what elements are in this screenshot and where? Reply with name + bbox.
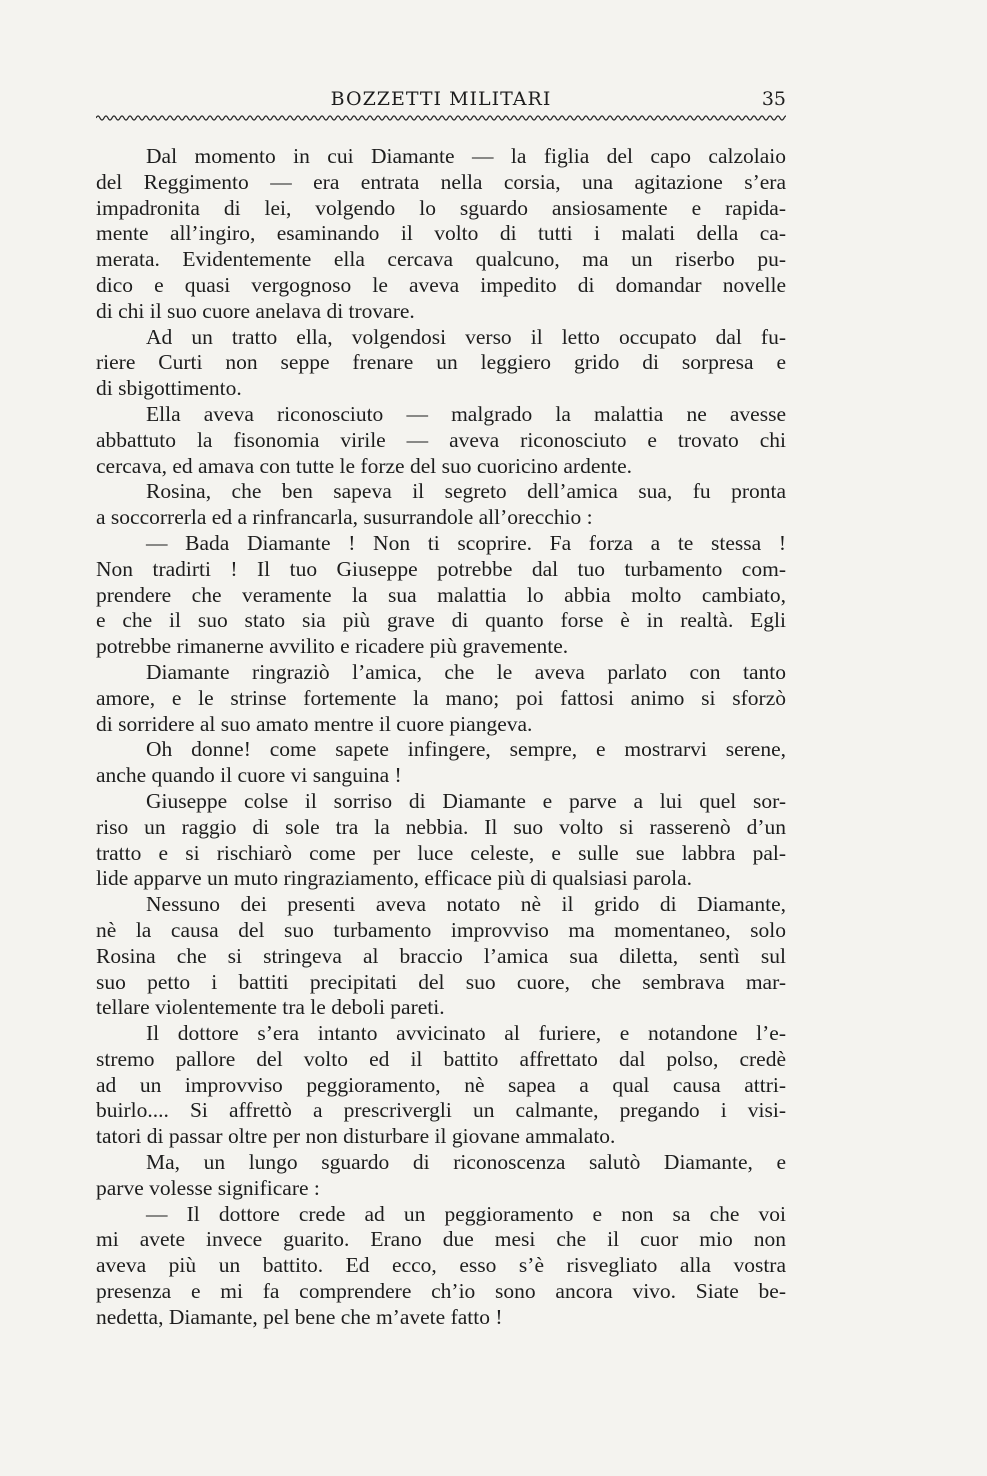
text-line: tatori di passar oltre per non disturbare il giovane ammalato.	[96, 1124, 616, 1149]
text-line: dico e quasi vergognoso le aveva impedito di domandar novelle	[96, 272, 786, 297]
text-line: Rosina, che ben sapeva il segreto dell’amica sua, fu pronta	[146, 479, 786, 504]
text-line: di sorridere al suo amato mentre il cuore piangeva.	[96, 711, 533, 736]
decorative-wavy-rule	[96, 113, 786, 123]
text-line: a soccorrerla ed a rinfrancarla, susurrandole all’orecchio :	[96, 505, 593, 530]
text-line: tratto e si rischiarò come per luce celeste, e sulle sue labbra pal-	[96, 840, 786, 865]
text-line: abbattuto la fisonomia virile — aveva riconosciuto e trovato chi	[96, 427, 786, 452]
text-line: tellare violentemente tra le deboli pareti.	[96, 995, 445, 1020]
text-line: e che il suo stato sia più grave di quanto forse è in realtà. Egli	[96, 608, 786, 633]
text-line: presenza e mi fa comprendere ch’io sono ancora vivo. Siate be-	[96, 1279, 786, 1304]
text-line: Ella aveva riconosciuto — malgrado la malattia ne avesse	[146, 401, 786, 426]
text-line: — Bada Diamante ! Non ti scoprire. Fa forza a te stessa !	[146, 530, 786, 555]
text-line: di chi il suo cuore anelava di trovare.	[96, 298, 415, 323]
text-line: suo petto i battiti precipitati del suo cuore, che sembrava mar-	[96, 969, 786, 994]
text-line: prendere che veramente la sua malattia lo abbia molto cambiato,	[96, 582, 786, 607]
text-line: Dal momento in cui Diamante — la figlia del capo calzolaio	[146, 144, 786, 168]
text-line: amore, e le strinse fortemente la mano; poi fattosi animo si sforzò	[96, 685, 786, 710]
text-line: nè la causa del suo turbamento improvviso ma momentaneo, solo	[96, 917, 786, 942]
running-title: BOZZETTI MILITARI	[330, 88, 552, 110]
text-line: Il dottore s’era intanto avvicinato al furiere, e notandone l’e-	[146, 1021, 786, 1046]
text-line: Nessuno dei presenti aveva notato nè il grido di Diamante,	[146, 892, 786, 917]
body-text	[96, 144, 786, 1331]
text-line: parve volesse significare :	[96, 1175, 320, 1200]
text-line: riere Curti non seppe frenare un leggiero grido di sorpresa e	[96, 350, 786, 375]
text-line: ad un improvviso peggioramento, nè sapea a qual causa attri-	[96, 1072, 786, 1097]
text-line: Oh donne! come sapete infingere, sempre, e mostrarvi serene,	[146, 737, 786, 762]
text-line: lide apparve un muto ringraziamento, efficace più di qualsiasi parola.	[96, 866, 693, 891]
text-line: mente all’ingiro, esaminando il volto di tutti i malati della ca-	[96, 221, 786, 246]
text-line: anche quando il cuore vi sanguina !	[96, 763, 402, 788]
text-line: nedetta, Diamante, pel bene che m’avete fatto !	[96, 1304, 503, 1329]
text-line: riso un raggio di sole tra la nebbia. Il suo volto si rasserenò d’un	[96, 814, 786, 839]
text-line: Ma, un lungo sguardo di riconoscenza salutò Diamante, e	[146, 1150, 786, 1175]
text-line: Rosina che si stringeva al braccio l’amica sua diletta, sentì sul	[96, 943, 786, 968]
text-line: del Reggimento — era entrata nella corsia, una agitazione s’era	[96, 169, 786, 194]
text-line: mi avete invece guarito. Erano due mesi che il cuor mio non	[96, 1227, 786, 1252]
text-line: merata. Evidentemente ella cercava qualcuno, ma un riserbo pu-	[96, 247, 786, 272]
text-line: Non tradirti ! Il tuo Giuseppe potrebbe dal tuo turbamento com-	[96, 556, 786, 581]
text-line: di sbigottimento.	[96, 376, 242, 401]
text-line: aveva più un battito. Ed ecco, esso s’è risvegliato alla vostra	[96, 1253, 786, 1278]
text-line: stremo pallore del volto ed il battito affrettato dal polso, credè	[96, 1046, 786, 1071]
running-head	[96, 88, 786, 116]
text-line: Diamante ringraziò l’amica, che le aveva parlato con tanto	[146, 659, 786, 684]
text-line: impadronita di lei, volgendo lo sguardo ansiosamente e rapida-	[96, 195, 786, 220]
text-line: cercava, ed amava con tutte le forze del suo cuoricino ardente.	[96, 453, 633, 478]
text-line: — Il dottore crede ad un peggioramento e non sa che voi	[146, 1201, 786, 1226]
text-line: Ad un tratto ella, volgendosi verso il letto occupato dal fu-	[146, 324, 786, 349]
text-line: Giuseppe colse il sorriso di Diamante e parve a lui quel sor-	[146, 788, 786, 813]
text-line: potrebbe rimanerne avvilito e ricadere più gravemente.	[96, 634, 569, 659]
page-number: 35	[761, 88, 786, 110]
text-line: buirlo.... Si affrettò a prescrivergli un calmante, pregando i visi-	[96, 1098, 786, 1123]
